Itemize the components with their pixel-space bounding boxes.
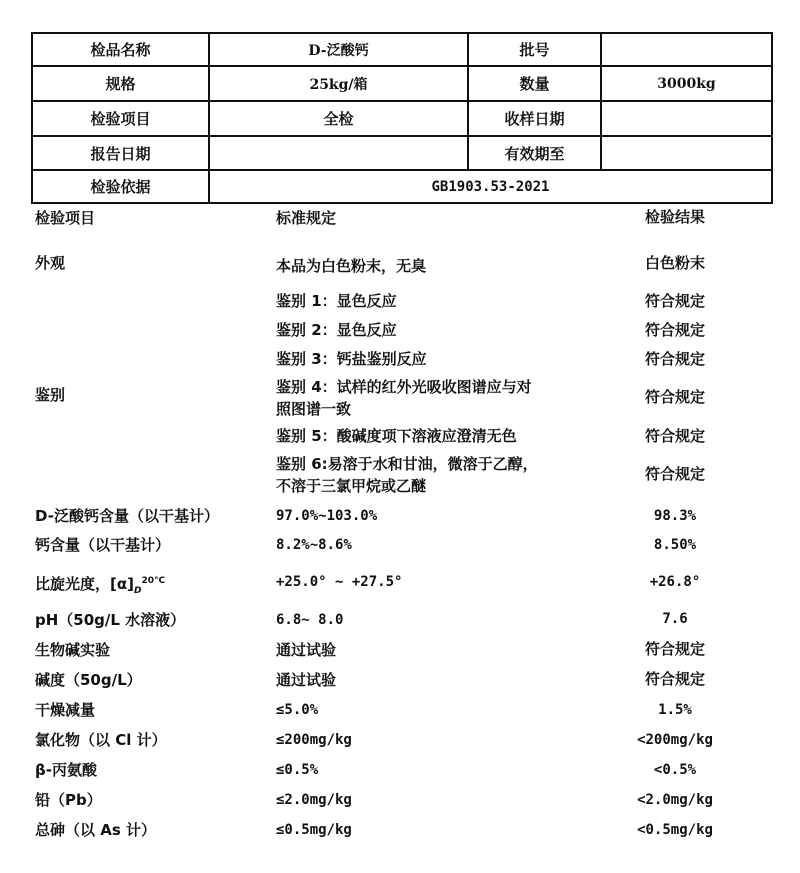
standard-id-4-line2: 照图谱一致 xyxy=(276,400,352,418)
item-alkalinity: 碱度（50g/L） xyxy=(35,671,142,689)
result-assay: 98.3% xyxy=(653,508,697,524)
item-identification: 鉴别 xyxy=(35,386,66,404)
item-chloride: 氯化物（以 Cl 计） xyxy=(35,731,167,749)
label-basis: 检验依据 xyxy=(32,170,209,203)
value-basis: GB1903.53-2021 xyxy=(209,170,772,203)
result-specific-rotation: +26.8° xyxy=(649,574,701,590)
standard-id-5: 鉴别 5：酸碱度项下溶液应澄清无色 xyxy=(276,427,517,445)
standard-arsenic: ≤0.5mg/kg xyxy=(276,822,352,838)
label-expiry-date: 有效期至 xyxy=(468,136,601,170)
result-arsenic: <0.5mg/kg xyxy=(637,822,713,838)
label-quantity: 数量 xyxy=(468,66,601,101)
label-batch-no: 批号 xyxy=(468,33,601,66)
label-inspection-item: 检验项目 xyxy=(32,101,209,136)
label-sample-date: 收样日期 xyxy=(468,101,601,136)
standard-appearance: 本品为白色粉末，无臭 xyxy=(276,257,427,275)
result-loss-on-drying: 1.5% xyxy=(658,702,692,718)
standard-id-4-line1: 鉴别 4：试样的红外光吸收图谱应与对 xyxy=(276,378,532,396)
standard-assay: 97.0%~103.0% xyxy=(276,508,378,524)
item-lead: 铅（Pb） xyxy=(35,791,102,809)
result-id-4: 符合规定 xyxy=(644,388,705,406)
item-appearance: 外观 xyxy=(35,254,66,272)
label-report-date: 报告日期 xyxy=(32,136,209,170)
standard-id-1: 鉴别 1：显色反应 xyxy=(276,292,397,310)
standard-alkalinity: 通过试验 xyxy=(276,671,337,689)
item-calcium: 钙含量（以干基计） xyxy=(35,536,171,554)
result-ph: 7.6 xyxy=(662,611,688,627)
value-spec: 25kg/箱 xyxy=(209,66,468,101)
result-alkaloid: 符合规定 xyxy=(644,640,705,658)
standard-calcium: 8.2%~8.6% xyxy=(276,537,352,553)
standard-specific-rotation: +25.0° ~ +27.5° xyxy=(276,574,403,590)
col-header-item: 检验项目 xyxy=(35,209,96,227)
result-lead: <2.0mg/kg xyxy=(637,792,713,808)
label-product-name: 检品名称 xyxy=(32,33,209,66)
standard-id-6-line1: 鉴别 6:易溶于水和甘油，微溶于乙醇， xyxy=(276,455,538,473)
standard-alkaloid: 通过试验 xyxy=(276,641,337,659)
label-spec: 规格 xyxy=(32,66,209,101)
item-beta-alanine: β-丙氨酸 xyxy=(35,761,97,779)
rotation-superscript: 20°C xyxy=(141,576,166,586)
rotation-subscript: D xyxy=(134,586,142,596)
result-id-2: 符合规定 xyxy=(644,321,705,339)
standard-loss-on-drying: ≤5.0% xyxy=(276,702,319,718)
result-id-5: 符合规定 xyxy=(644,427,705,445)
result-id-6: 符合规定 xyxy=(644,465,705,483)
item-ph: pH（50g/L 水溶液） xyxy=(35,611,186,629)
value-inspection-item: 全检 xyxy=(209,101,468,136)
item-assay: D-泛酸钙含量（以干基计） xyxy=(35,507,219,525)
result-chloride: <200mg/kg xyxy=(637,732,713,748)
standard-id-6-line2: 不溶于三氯甲烷或乙醚 xyxy=(276,477,427,495)
standard-beta-alanine: ≤0.5% xyxy=(276,762,319,778)
standard-lead: ≤2.0mg/kg xyxy=(276,792,352,808)
item-specific-rotation: 比旋光度，$[\alpha]_D^{20^\circ C}$ xyxy=(35,575,166,596)
result-calcium: 8.50% xyxy=(653,537,697,553)
result-id-3: 符合规定 xyxy=(644,350,705,368)
col-header-standard: 标准规定 xyxy=(276,209,337,227)
result-appearance: 白色粉末 xyxy=(644,254,705,272)
value-quantity: 3000kg xyxy=(601,66,772,101)
standard-id-2: 鉴别 2：显色反应 xyxy=(276,321,397,339)
result-beta-alanine: <0.5% xyxy=(653,762,697,778)
standard-chloride: ≤200mg/kg xyxy=(276,732,352,748)
result-alkalinity: 符合规定 xyxy=(644,670,705,688)
result-id-1: 符合规定 xyxy=(644,292,705,310)
standard-ph: 6.8~ 8.0 xyxy=(276,612,344,628)
item-loss-on-drying: 干燥减量 xyxy=(35,701,96,719)
item-arsenic: 总砷（以 As 计） xyxy=(35,821,156,839)
item-alkaloid: 生物碱实验 xyxy=(35,641,111,659)
col-header-result: 检验结果 xyxy=(644,208,705,226)
value-product-name: D-泛酸钙 xyxy=(209,33,468,66)
standard-id-3: 鉴别 3：钙盐鉴别反应 xyxy=(276,350,427,368)
